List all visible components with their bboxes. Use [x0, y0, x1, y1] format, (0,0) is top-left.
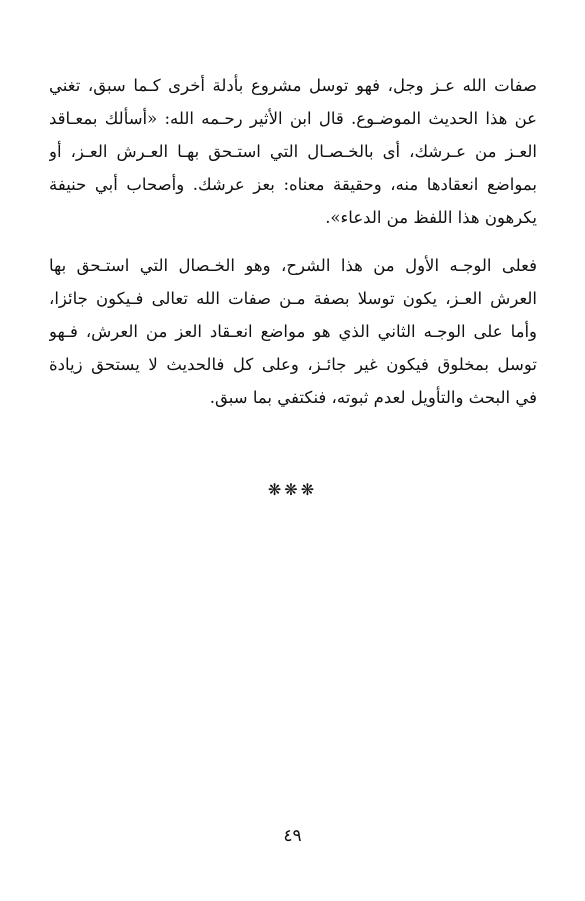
text-line: العرش العـز، يكون توسلا بصفة مـن صفات الله تعالى فـيكون جائزا، — [49, 289, 537, 308]
page-number: ٤٩ — [283, 826, 302, 846]
text-line: وأما على الوجـه الثاني الذي هو مواضع انعـقاد العز من العرش، فـهو — [49, 322, 537, 341]
section-separator: ❋❋❋ — [267, 480, 318, 499]
text-line: يكرهون هذا اللفظ من الدعاء». — [325, 208, 537, 227]
text-line: توسل بمخلوق فيكون غير جائـز، وعلى كل فالحديث لا يستحق زيادة — [49, 355, 537, 374]
text-line: العـز من عـرشك، أى بالخـصـال التي استـحق بهـا العـرش العـز، أو — [49, 142, 537, 161]
text-line: فعلى الوجـه الأول من هذا الشرح، وهو الخـصال التي استـحق بها — [49, 256, 537, 275]
text-line: بمواضع انعقادها منه، وحقيقة معناه: بعز عرشك. وأصحاب أبي حنيفة — [49, 175, 537, 194]
text-line: صفات الله عـز وجل، فهو توسل مشروع بأدلة أخرى كـما سبق، تغني — [49, 76, 537, 95]
text-line: في البحث والتأويل لعدم ثبوته، فنكتفي بما سبق. — [209, 388, 537, 407]
paragraph-2 — [49, 249, 537, 414]
paragraph-1 — [49, 69, 537, 234]
text-line: عن هذا الحديث الموضـوع. قال ابن الأثير رحـمه الله: «أسألك بمعـاقد — [49, 109, 537, 128]
